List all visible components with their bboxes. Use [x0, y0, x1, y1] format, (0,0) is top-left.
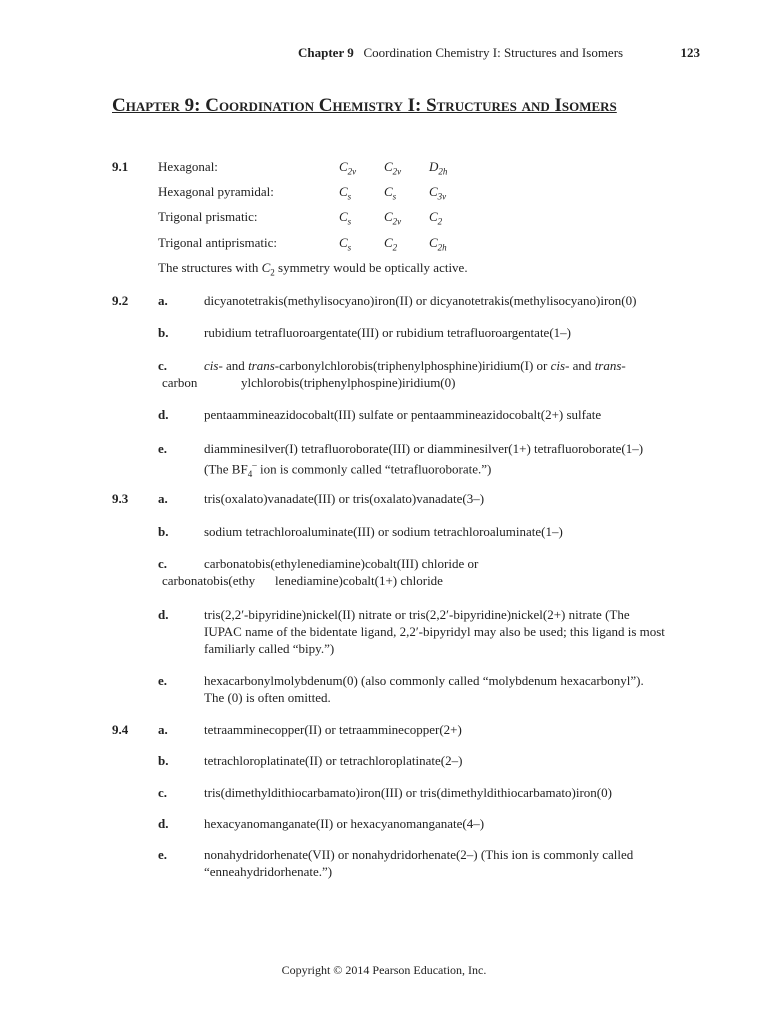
geometry-label: Trigonal antiprismatic: [158, 235, 278, 250]
answer-text: carbonatobis(ethy [162, 573, 256, 588]
point-group: $C_{2v}$ [339, 159, 357, 177]
answer-text: hexacarbonylmolybdenum(0) (also commonly called “molybdenum hexacarbonyl”). [204, 673, 644, 688]
part-label: d. [158, 407, 169, 422]
point-group: $C_s$ [384, 184, 397, 202]
answer-text: cis- and trans-carbonylchlorobis(triphenylphosphine)iridium(I) or cis- and trans- [204, 358, 626, 373]
point-group: $C_{2v}$ [384, 209, 402, 227]
answer-text: carbon [162, 375, 198, 390]
part-label: b. [158, 524, 169, 539]
header-title: Coordination Chemistry I: Structures and Isomers [363, 45, 624, 60]
answer-text: tetrachloroplatinate(II) or tetrachloroplatinate(2–) [204, 753, 463, 768]
point-group: $C_2$ [429, 209, 443, 227]
answer-text: pentaammineazidocobalt(III) sulfate or pentaammineazidocobalt(2+) sulfate [204, 407, 602, 422]
part-label: c. [158, 785, 168, 800]
copyright-footer: Copyright © 2014 Pearson Education, Inc. [281, 963, 487, 977]
part-label: b. [158, 325, 169, 340]
point-group: $D_{2h}$ [429, 159, 448, 177]
part-label: a. [158, 722, 168, 737]
part-label: a. [158, 491, 168, 506]
geometry-label: Trigonal prismatic: [158, 209, 258, 224]
running-header [298, 45, 700, 61]
part-label: e. [158, 441, 168, 456]
answer-text: The (0) is often omitted. [204, 690, 331, 705]
point-group: $C_{2v}$ [384, 159, 402, 177]
answer-text: sodium tetrachloroaluminate(III) or sodium tetrachloroaluminate(1–) [204, 524, 563, 539]
answer-text: familiarly called “bipy.”) [204, 641, 335, 656]
part-label: c. [158, 358, 168, 373]
part-label: c. [158, 556, 168, 571]
answer-text: tris(oxalato)vanadate(III) or tris(oxalato)vanadate(3–) [204, 491, 485, 506]
answer-text: carbonatobis(ethylenediamine)cobalt(III) chloride or [204, 556, 479, 571]
part-label: b. [158, 753, 169, 768]
answer-text: hexacyanomanganate(II) or hexacyanomanganate(4–) [204, 816, 485, 831]
header-chapter: Chapter 9 [298, 45, 354, 60]
answer-text: lenediamine)cobalt(1+) chloride [275, 573, 443, 588]
point-group: $C_s$ [339, 209, 352, 227]
part-label: a. [158, 293, 168, 308]
point-group: $C_2$ [384, 235, 398, 253]
problem-number: 9.2 [112, 293, 129, 308]
point-group: $C_{3v}$ [429, 184, 447, 202]
chapter-heading: Chapter 9: Coordination Chemistry I: Structures and Isomers [112, 95, 617, 116]
answer-text: IUPAC name of the bidentate ligand, 2,2′-bipyridyl may also be used; this ligand is most [204, 624, 665, 639]
answer-text: diamminesilver(I) tetrafluoroborate(III) or diamminesilver(1+) tetrafluoroborate(1–) [204, 441, 644, 456]
answer-text: dicyanotetrakis(methylisocyano)iron(II) or dicyanotetrakis(methylisocyano)iron(0) [204, 293, 637, 308]
answer-text: tris(2,2′-bipyridine)nickel(II) nitrate or tris(2,2′-bipyridine)nickel(2+) nitrate (The [204, 607, 630, 622]
answer-text: tris(dimethyldithiocarbamato)iron(III) or tris(dimethyldithiocarbamato)iron(0) [204, 785, 612, 800]
point-group: $C_{2h}$ [429, 235, 447, 253]
part-label: e. [158, 673, 168, 688]
part-label: d. [158, 816, 169, 831]
problem-number: 9.1 [112, 159, 129, 174]
answer-text: tetraamminecopper(II) or tetraamminecopper(2+) [204, 722, 462, 737]
part-label: e. [158, 847, 168, 862]
answer-text: rubidium tetrafluoroargentate(III) or rubidium tetrafluoroargentate(1–) [204, 325, 571, 340]
geometry-label: Hexagonal: [158, 159, 218, 174]
point-group: $C_s$ [339, 235, 352, 253]
point-group: $C_s$ [339, 184, 352, 202]
q91-note: The structures with $C_2$ symmetry would be optically active. [158, 260, 468, 278]
page-number: 123 [680, 45, 700, 60]
answer-text: ylchlorobis(triphenylphospine)iridium(0) [241, 375, 456, 390]
answer-text: nonahydridorhenate(VII) or nonahydridorhenate(2–) (This ion is commonly called [204, 847, 634, 862]
part-label: d. [158, 607, 169, 622]
problem-number: 9.4 [112, 722, 129, 737]
answer-text: “enneahydridorhenate.”) [204, 864, 333, 879]
problem-number: 9.3 [112, 491, 129, 506]
geometry-label: Hexagonal pyramidal: [158, 184, 274, 199]
answer-text: (The $BF_4^-$ ion is commonly called “tetrafluoroborate.”) [204, 460, 492, 479]
